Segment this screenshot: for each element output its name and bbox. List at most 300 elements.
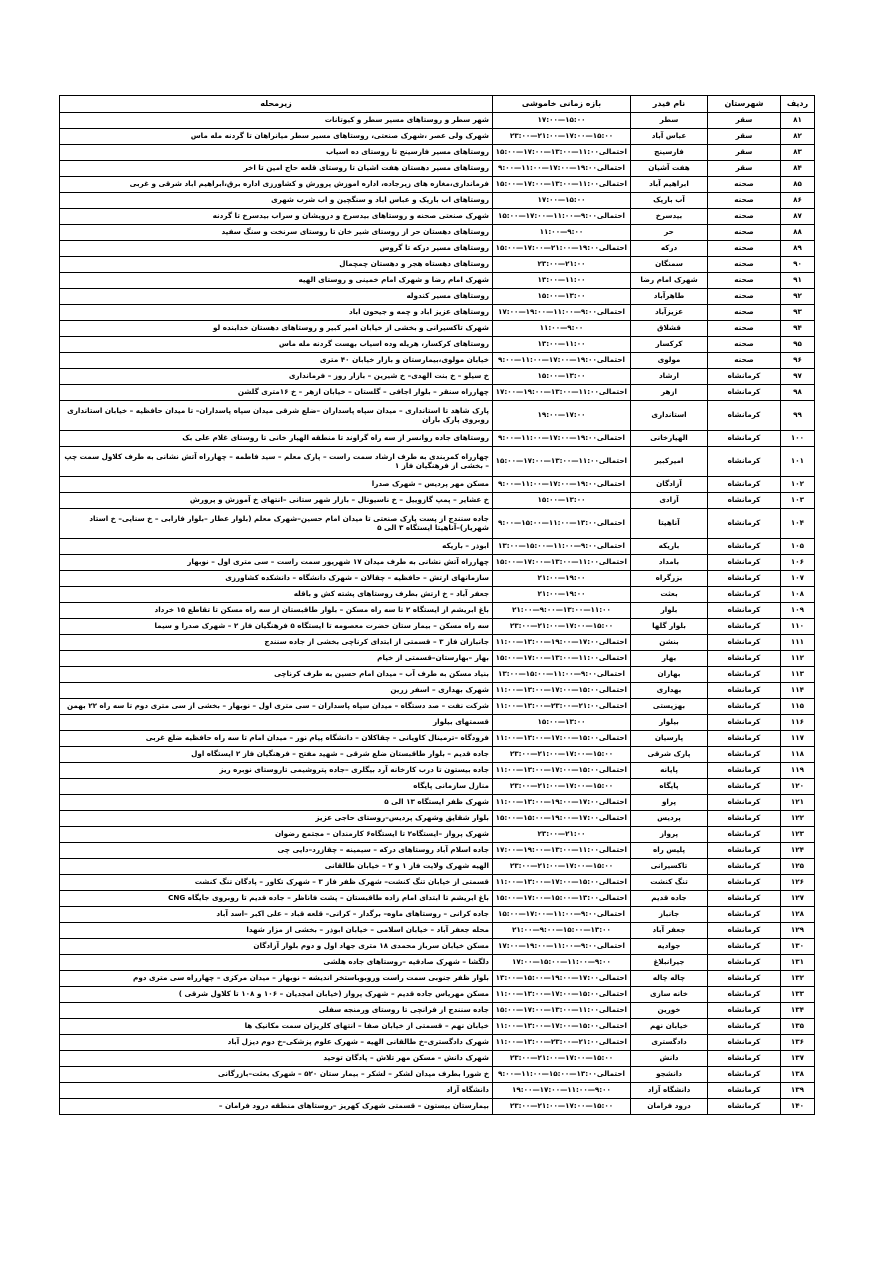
cell-row-number: ۱۳۲ <box>781 971 815 987</box>
cell-row-number: ۱۲۹ <box>781 923 815 939</box>
cell-row-number: ۹۱ <box>781 273 815 289</box>
cell-area: مسکن مهر پردیس – شهرک صدرا <box>60 477 493 493</box>
cell-feeder: شهرک امام رضا <box>631 273 708 289</box>
cell-city: کرمانشاه <box>708 1003 781 1019</box>
cell-time: احتمالی۹:۰۰—۱۱:۰۰—۱۷:۰۰—۱۵:۰۰ <box>493 209 631 225</box>
cell-area: شهرک دانش – مسکن مهر تلاش – پادگان توحید <box>60 1051 493 1067</box>
cell-feeder: طاهرآباد <box>631 289 708 305</box>
cell-area: شرکت نفت – صد دستگاه – میدان سپاه پاسداران – سی متری اول – نوبهار – بخشی از سی متری دوم تا سه راه ۲۲ بهمن <box>60 699 493 715</box>
cell-row-number: ۱۱۰ <box>781 619 815 635</box>
cell-time: احتمالی۱۳:۰۰—۱۵:۰۰—۱۱:۰۰—۹:۰۰ <box>493 1067 631 1083</box>
table-row <box>60 177 815 193</box>
cell-time: ۱۳:۰۰—۱۵:۰۰—۹:۰۰—۲۱:۰۰ <box>493 923 631 939</box>
table-row <box>60 587 815 603</box>
cell-city: کرمانشاه <box>708 827 781 843</box>
table-row <box>60 1067 815 1083</box>
cell-time: احتمالی۱۹:۰۰—۱۷:۰۰—۱۱:۰۰—۹:۰۰ <box>493 161 631 177</box>
cell-time: ۹:۰۰—۱۱:۰۰—۱۵:۰۰—۱۷:۰۰ <box>493 955 631 971</box>
cell-row-number: ۹۰ <box>781 257 815 273</box>
cell-row-number: ۸۲ <box>781 129 815 145</box>
cell-city: سقر <box>708 145 781 161</box>
cell-row-number: ۱۱۴ <box>781 683 815 699</box>
cell-area: روستاهای جاده روانسر از سه راه گراوند تا منطقه الهیار خانی تا روستای غلام علی بک <box>60 431 493 447</box>
cell-feeder: ابراهیم آباد <box>631 177 708 193</box>
cell-area: شهرک ولی عصر ،شهرک صنعتی، روستاهای مسیر سطر میانراهان تا گردنه مله ماس <box>60 129 493 145</box>
cell-time: ۱۱:۰۰—۱۳:۰۰ <box>493 337 631 353</box>
cell-feeder: بنشن <box>631 635 708 651</box>
cell-row-number: ۱۰۵ <box>781 539 815 555</box>
cell-time: احتمالی۱۱:۰۰—۱۳:۰۰—۱۷:۰۰—۱۵:۰۰ <box>493 177 631 193</box>
cell-feeder: تنگ کنشت <box>631 875 708 891</box>
cell-time: احتمالی۲۱:۰۰—۲۳:۰۰—۱۳:۰۰—۱۱:۰۰ <box>493 1035 631 1051</box>
cell-feeder: پایگاه <box>631 779 708 795</box>
table-row <box>60 113 815 129</box>
cell-row-number: ۱۰۶ <box>781 555 815 571</box>
cell-time: احتمالی۱۵:۰۰—۱۷:۰۰—۱۳:۰۰—۱۱:۰۰ <box>493 763 631 779</box>
cell-row-number: ۱۲۶ <box>781 875 815 891</box>
cell-time: احتمالی۱۷:۰۰—۱۹:۰۰—۱۳:۰۰—۱۱:۰۰ <box>493 795 631 811</box>
cell-area: پارک شاهد تا استانداری – میدان سپاه پاسداران –ضلع شرقی میدان سپاه پاسداران– تا میدان حافظیه – خیابان استانداری روبروی پارک باران <box>60 401 493 431</box>
cell-area: خ شورا بطرف میدان لشکر – لشکر – بیمار ستان ۵۲۰ – شهرک بعثت–بازرگانی <box>60 1067 493 1083</box>
cell-area: روستاهای مسیر کندوله <box>60 289 493 305</box>
cell-time: احتمالی۱۷:۰۰—۱۹:۰۰—۱۵:۰۰—۱۳:۰۰ <box>493 971 631 987</box>
cell-time: احتمالی۱۱:۰۰—۱۳:۰۰—۱۹:۰۰—۱۷:۰۰ <box>493 843 631 859</box>
cell-row-number: ۱۳۵ <box>781 1019 815 1035</box>
cell-city: صحنه <box>708 209 781 225</box>
table-row <box>60 699 815 715</box>
cell-city: صحنه <box>708 305 781 321</box>
cell-row-number: ۸۶ <box>781 193 815 209</box>
table-body <box>60 113 815 1115</box>
table-row <box>60 795 815 811</box>
cell-row-number: ۸۵ <box>781 177 815 193</box>
cell-feeder: الهیارخانی <box>631 431 708 447</box>
cell-area: قسمتهای بیلوار <box>60 715 493 731</box>
cell-city: سقر <box>708 161 781 177</box>
cell-city: صحنه <box>708 177 781 193</box>
cell-city: کرمانشاه <box>708 539 781 555</box>
cell-area: سه راه مسکن – بیمار ستان حضرت معصومه تا ایستگاه ۵ فرهنگیان فاز ۲ – شهرک صدرا و سیما <box>60 619 493 635</box>
cell-city: صحنه <box>708 193 781 209</box>
table-row <box>60 571 815 587</box>
cell-feeder: جوادیه <box>631 939 708 955</box>
cell-area: سازمانهای ارتش – حافظیه – چقالان – شهرک دانشگاه – دانشکده کشاورزی <box>60 571 493 587</box>
cell-area: خ سیلو – خ بنت الهدی– خ شیرین – بازار روز – فرمانداری <box>60 369 493 385</box>
cell-row-number: ۱۱۷ <box>781 731 815 747</box>
cell-area: شهرک دادگستری–خ طالقانی الهیه – شهرک علوم پزشکی–خ دوم دیزل آباد <box>60 1035 493 1051</box>
cell-feeder: خانه سازی <box>631 987 708 1003</box>
cell-row-number: ۸۴ <box>781 161 815 177</box>
cell-area: شهرک بهداری – اسفر زرین <box>60 683 493 699</box>
cell-city: کرمانشاه <box>708 619 781 635</box>
table-row <box>60 241 815 257</box>
outage-table <box>59 95 815 1115</box>
cell-feeder: حر <box>631 225 708 241</box>
cell-area: منازل سازمانی پایگاه <box>60 779 493 795</box>
cell-area: بلوار شقایق وشهرک پردیس–روستای حاجی عزیز <box>60 811 493 827</box>
cell-feeder: جاده قدیم <box>631 891 708 907</box>
cell-time: احتمالی۱۹:۰۰—۱۷:۰۰—۱۱:۰۰—۹:۰۰ <box>493 353 631 369</box>
cell-time: ۱۹:۰۰—۲۱:۰۰ <box>493 587 631 603</box>
cell-area: جاده قدیم – بلوار طاقبستان ضلع شرقی – شهید مفتح – فرهنگیان فاز ۲ ایستگاه اول <box>60 747 493 763</box>
table-row <box>60 257 815 273</box>
cell-time: ۱۵:۰۰—۱۷:۰۰—۲۱:۰۰—۲۳:۰۰ <box>493 779 631 795</box>
cell-city: کرمانشاه <box>708 843 781 859</box>
table-row <box>60 747 815 763</box>
cell-area: جعفر آباد – خ ارتش بطرف روستاهای پشته کش و باقله <box>60 587 493 603</box>
table-row <box>60 811 815 827</box>
cell-time: احتمالی۱۱:۰۰—۱۳:۰۰—۱۷:۰۰—۱۵:۰۰ <box>493 447 631 477</box>
cell-city: صحنه <box>708 225 781 241</box>
cell-feeder: بامداد <box>631 555 708 571</box>
table-row <box>60 209 815 225</box>
cell-city: کرمانشاه <box>708 571 781 587</box>
cell-feeder: باریکه <box>631 539 708 555</box>
cell-row-number: ۱۳۴ <box>781 1003 815 1019</box>
header-row-number: ردیف <box>781 96 815 113</box>
cell-time: احتمالی۹:۰۰—۱۱:۰۰—۱۵:۰۰—۱۳:۰۰ <box>493 539 631 555</box>
cell-area: مسکن خیابان سرباز محمدی ۱۸ متری جهاد اول و دوم بلوار آزادگان <box>60 939 493 955</box>
cell-time: احتمالی۱۳:۰۰—۱۵:۰۰—۱۷:۰۰—۱۵:۰۰ <box>493 891 631 907</box>
cell-time: ۱۵:۰۰—۱۷:۰۰ <box>493 193 631 209</box>
cell-city: صحنه <box>708 241 781 257</box>
cell-time: احتمالی۱۱:۰۰—۱۳:۰۰—۱۷:۰۰—۱۵:۰۰ <box>493 1003 631 1019</box>
table-row <box>60 667 815 683</box>
cell-city: کرمانشاه <box>708 859 781 875</box>
cell-area: ابوذر – باریکه <box>60 539 493 555</box>
cell-area: شهرک صنعتی صحنه و روستاهای بیدسرخ و درویشان و سراب بیدسرخ تا گردنه <box>60 209 493 225</box>
cell-city: کرمانشاه <box>708 875 781 891</box>
cell-area: مسکن مهریاس جاده قدیم – شهرک پرواز (خیابان امجدیان – ۱۰۶ و ۱۰۸ تا کلاول شرقی ) <box>60 987 493 1003</box>
cell-row-number: ۹۵ <box>781 337 815 353</box>
cell-time: ۱۵:۰۰—۱۷:۰۰—۲۱:۰۰—۲۳:۰۰ <box>493 619 631 635</box>
cell-city: صحنه <box>708 257 781 273</box>
cell-row-number: ۱۲۳ <box>781 827 815 843</box>
cell-feeder: جعفر آباد <box>631 923 708 939</box>
cell-city: کرمانشاه <box>708 667 781 683</box>
cell-area: دلگشا – شهرک صادقیه –روستاهای جاده هلشی <box>60 955 493 971</box>
cell-city: کرمانشاه <box>708 651 781 667</box>
table-row <box>60 987 815 1003</box>
table-row <box>60 619 815 635</box>
cell-feeder: دانشجو <box>631 1067 708 1083</box>
cell-row-number: ۸۸ <box>781 225 815 241</box>
cell-time: ۱۵:۰۰—۱۷:۰۰—۲۱:۰۰—۲۳:۰۰ <box>493 129 631 145</box>
cell-time: احتمالی۱۱:۰۰—۱۳:۰۰—۱۷:۰۰—۱۵:۰۰ <box>493 651 631 667</box>
cell-area: روستاهای کرکسار، هریله وده اسیاب بهست گردنه مله ماس <box>60 337 493 353</box>
cell-row-number: ۱۲۰ <box>781 779 815 795</box>
cell-feeder: استانداری <box>631 401 708 431</box>
cell-feeder: چاله چاله <box>631 971 708 987</box>
cell-row-number: ۸۱ <box>781 113 815 129</box>
cell-city: کرمانشاه <box>708 779 781 795</box>
cell-city: کرمانشاه <box>708 555 781 571</box>
cell-feeder: پارسیان <box>631 731 708 747</box>
cell-row-number: ۱۰۳ <box>781 493 815 509</box>
table-row <box>60 193 815 209</box>
table-row <box>60 875 815 891</box>
cell-time: ۱۱:۰۰—۱۳:۰۰—۹:۰۰—۲۱:۰۰ <box>493 603 631 619</box>
cell-city: صحنه <box>708 337 781 353</box>
cell-feeder: عباس آباد <box>631 129 708 145</box>
cell-row-number: ۹۲ <box>781 289 815 305</box>
cell-row-number: ۱۲۷ <box>781 891 815 907</box>
cell-area: الهیه شهرک ولایت فاز ۱ و ۲ – خیابان طالقانی <box>60 859 493 875</box>
cell-time: ۹:۰۰—۱۱:۰۰ <box>493 321 631 337</box>
cell-city: کرمانشاه <box>708 971 781 987</box>
cell-city: کرمانشاه <box>708 1067 781 1083</box>
cell-row-number: ۱۲۱ <box>781 795 815 811</box>
cell-feeder: آزادی <box>631 493 708 509</box>
cell-time: احتمالی۹:۰۰—۱۱:۰۰—۱۷:۰۰—۱۵:۰۰ <box>493 907 631 923</box>
cell-row-number: ۱۳۷ <box>781 1051 815 1067</box>
cell-city: کرمانشاه <box>708 509 781 539</box>
cell-row-number: ۱۳۱ <box>781 955 815 971</box>
cell-row-number: ۸۹ <box>781 241 815 257</box>
table-row <box>60 827 815 843</box>
cell-row-number: ۱۱۵ <box>781 699 815 715</box>
cell-area: جاده کرانی – روستاهای ماوه– برگدار – کرانی– قلعه قباد – علی اکبر –اسد آباد <box>60 907 493 923</box>
cell-feeder: تاکسیرانی <box>631 859 708 875</box>
cell-row-number: ۱۲۴ <box>781 843 815 859</box>
cell-city: کرمانشاه <box>708 763 781 779</box>
cell-city: صحنه <box>708 353 781 369</box>
cell-time: احتمالی۱۹:۰۰—۲۱:۰۰—۱۷:۰۰—۱۵:۰۰ <box>493 241 631 257</box>
cell-area: جاده بیستون تا درب کارخانه آرد بیگلری –جاده پتروشیمی تاروستای نوبره ریز <box>60 763 493 779</box>
cell-row-number: ۹۷ <box>781 369 815 385</box>
cell-area: بلوار ظفر جنوبی سمت راست وروبوباستخر اندیشه – نوبهار – میدان مرکزی – چهارراه سی متری دوم <box>60 971 493 987</box>
cell-city: کرمانشاه <box>708 955 781 971</box>
cell-row-number: ۱۱۱ <box>781 635 815 651</box>
cell-feeder: خورین <box>631 1003 708 1019</box>
cell-row-number: ۱۳۸ <box>781 1067 815 1083</box>
cell-row-number: ۱۰۴ <box>781 509 815 539</box>
table-row <box>60 1019 815 1035</box>
cell-time: احتمالی۱۱:۰۰—۱۳:۰۰—۱۹:۰۰—۱۷:۰۰ <box>493 385 631 401</box>
cell-row-number: ۹۳ <box>781 305 815 321</box>
cell-area: شهر سطر و روستاهای مسیر سطر و کیوتانات <box>60 113 493 129</box>
cell-feeder: خیابان نهم <box>631 1019 708 1035</box>
cell-feeder: بلوار گلها <box>631 619 708 635</box>
table-row <box>60 971 815 987</box>
cell-feeder: پراو <box>631 795 708 811</box>
cell-feeder: ارشاد <box>631 369 708 385</box>
cell-area: روستاهای مسیر فارسینج تا روستای ده اسیاب <box>60 145 493 161</box>
cell-area: روستاهای دهستاه هجر و دهستان چمچمال <box>60 257 493 273</box>
cell-feeder: سمنگان <box>631 257 708 273</box>
cell-area: بیمارستان بیستون – قسمتی شهرک کهریز –روستاهای منطقه درود فرامان – <box>60 1099 493 1115</box>
cell-area: خیابان مولوی،بیمارستان و بازار خیابان ۴۰ متری <box>60 353 493 369</box>
cell-time: احتمالی۱۷:۰۰—۱۹:۰۰—۱۳:۰۰—۱۱:۰۰ <box>493 635 631 651</box>
cell-row-number: ۱۱۲ <box>781 651 815 667</box>
cell-row-number: ۱۰۲ <box>781 477 815 493</box>
cell-time: احتمالی۱۵:۰۰—۱۷:۰۰—۱۳:۰۰—۱۱:۰۰ <box>493 1019 631 1035</box>
cell-time: احتمالی۱۵:۰۰—۱۷:۰۰—۱۳:۰۰—۱۱:۰۰ <box>493 987 631 1003</box>
cell-city: کرمانشاه <box>708 699 781 715</box>
header-area: زیرمحله <box>60 96 493 113</box>
cell-city: کرمانشاه <box>708 1083 781 1099</box>
table-row <box>60 683 815 699</box>
cell-time: احتمالی۲۱:۰۰—۲۳:۰۰—۱۳:۰۰—۱۱:۰۰ <box>493 699 631 715</box>
cell-city: کرمانشاه <box>708 635 781 651</box>
table-row <box>60 477 815 493</box>
cell-time: احتمالی۱۹:۰۰—۱۷:۰۰—۱۱:۰۰—۹:۰۰ <box>493 477 631 493</box>
cell-row-number: ۱۳۰ <box>781 939 815 955</box>
cell-area: باغ ابریشم تا ابتدای امام زاده طاقبستان – پشت فاناظر – جاده قدیم تا روبروی جایگاه CNG <box>60 891 493 907</box>
cell-time: ۱۷:۰۰—۱۹:۰۰ <box>493 401 631 431</box>
table-row <box>60 385 815 401</box>
cell-time: ۱۹:۰۰—۲۱:۰۰ <box>493 571 631 587</box>
cell-feeder: آناهیتا <box>631 509 708 539</box>
table-row <box>60 907 815 923</box>
cell-time: ۱۵:۰۰—۱۷:۰۰—۲۱:۰۰—۲۳:۰۰ <box>493 747 631 763</box>
cell-row-number: ۱۰۱ <box>781 447 815 477</box>
table-row <box>60 337 815 353</box>
cell-row-number: ۱۱۹ <box>781 763 815 779</box>
cell-feeder: بعثت <box>631 587 708 603</box>
table-header-row <box>60 96 815 113</box>
cell-time: ۱۵:۰۰—۱۷:۰۰ <box>493 113 631 129</box>
cell-area: بنیاد مسکن به طرف آب – میدان امام حسین به طرف کرناچی <box>60 667 493 683</box>
cell-time: ۱۵:۰۰—۱۷:۰۰—۲۱:۰۰—۲۳:۰۰ <box>493 859 631 875</box>
cell-city: کرمانشاه <box>708 795 781 811</box>
cell-feeder: فارسینج <box>631 145 708 161</box>
cell-city: سقر <box>708 129 781 145</box>
cell-time: ۲۱:۰۰—۲۳:۰۰ <box>493 827 631 843</box>
cell-row-number: ۱۱۸ <box>781 747 815 763</box>
cell-feeder: هفت آشیان <box>631 161 708 177</box>
table-row <box>60 955 815 971</box>
cell-feeder: درکه <box>631 241 708 257</box>
cell-time: احتمالی۹:۰۰—۱۱:۰۰—۱۹:۰۰—۱۷:۰۰ <box>493 305 631 321</box>
cell-area: قسمتی از خیابان تنگ کنشت– شهرک ظفر فاز ۳ – شهرک تکاور – پادگان تنگ کنشت <box>60 875 493 891</box>
table-row <box>60 431 815 447</box>
header-time: بازه زمانی خاموشی <box>493 96 631 113</box>
cell-area: فرودگاه –ترمینال کاویانی – چقاکلان – دانشگاه پیام نور – میدان امام تا سه راه حافظیه ضلع غربی <box>60 731 493 747</box>
cell-time: احتمالی۱۱:۰۰—۱۳:۰۰—۱۷:۰۰—۱۵:۰۰ <box>493 145 631 161</box>
table-row <box>60 273 815 289</box>
cell-row-number: ۹۴ <box>781 321 815 337</box>
cell-time: ۱۳:۰۰—۱۵:۰۰ <box>493 369 631 385</box>
header-feeder: نام فیدر <box>631 96 708 113</box>
cell-area: دانشگاه آزاد <box>60 1083 493 1099</box>
cell-feeder: بزرگراه <box>631 571 708 587</box>
cell-area: شهرک امام رضا و شهرک امام خمینی و روستای الهیه <box>60 273 493 289</box>
cell-city: کرمانشاه <box>708 747 781 763</box>
table-row <box>60 859 815 875</box>
cell-city: صحنه <box>708 321 781 337</box>
cell-city: کرمانشاه <box>708 587 781 603</box>
cell-time: ۱۱:۰۰—۱۳:۰۰ <box>493 273 631 289</box>
cell-time: ۹:۰۰—۱۱:۰۰ <box>493 225 631 241</box>
table-row <box>60 603 815 619</box>
cell-row-number: ۹۶ <box>781 353 815 369</box>
cell-time: ۱۵:۰۰—۱۷:۰۰—۲۱:۰۰—۲۳:۰۰ <box>493 1099 631 1115</box>
cell-area: روستاهای مسیر دهستان هفت اشیان تا روستای قلعه حاج امین تا اخر <box>60 161 493 177</box>
table-row <box>60 321 815 337</box>
cell-area: روستاهای مسیر درکه تا گروس <box>60 241 493 257</box>
cell-row-number: ۱۳۹ <box>781 1083 815 1099</box>
cell-row-number: ۱۰۰ <box>781 431 815 447</box>
cell-row-number: ۹۸ <box>781 385 815 401</box>
cell-area: شهرک تاکسیرانی و بخشی از خیابان امیر کبیر و روستاهای دهستان خدابنده لو <box>60 321 493 337</box>
cell-city: کرمانشاه <box>708 1099 781 1115</box>
cell-area: جاده اسلام آباد روستاهای درکه – سیمینه – چقازرد–دایی چی <box>60 843 493 859</box>
cell-time: احتمالی۹:۰۰—۱۱:۰۰—۱۹:۰۰—۱۷:۰۰ <box>493 939 631 955</box>
cell-city: کرمانشاه <box>708 447 781 477</box>
cell-city: کرمانشاه <box>708 1051 781 1067</box>
table-row <box>60 555 815 571</box>
table-row <box>60 1051 815 1067</box>
cell-city: کرمانشاه <box>708 385 781 401</box>
cell-city: کرمانشاه <box>708 603 781 619</box>
cell-city: کرمانشاه <box>708 811 781 827</box>
cell-city: کرمانشاه <box>708 1019 781 1035</box>
cell-area: روستاهای اب باریک و عباس اباد و سنگچین و اب شرب شهری <box>60 193 493 209</box>
table-row <box>60 891 815 907</box>
table-row <box>60 1083 815 1099</box>
table-row <box>60 129 815 145</box>
cell-feeder: بهاران <box>631 667 708 683</box>
cell-feeder: آب باریک <box>631 193 708 209</box>
cell-feeder: آزادگان <box>631 477 708 493</box>
table-row <box>60 1003 815 1019</box>
cell-city: کرمانشاه <box>708 923 781 939</box>
cell-feeder: دانش <box>631 1051 708 1067</box>
cell-time: ۲۱:۰۰—۲۳:۰۰ <box>493 257 631 273</box>
cell-feeder: مولوی <box>631 353 708 369</box>
table-row <box>60 1035 815 1051</box>
cell-area: خ عشایر – پمپ گازوییل – خ ناسیونال – بازار شهر ستانی –انتهای خ آموزش و پرورش <box>60 493 493 509</box>
cell-area: جانبازان فاز ۳ – قسمتی از ابتدای کرناچی بخشی از جاده سنندج <box>60 635 493 651</box>
cell-time: احتمالی۹:۰۰—۱۱:۰۰—۱۵:۰۰—۱۳:۰۰ <box>493 667 631 683</box>
table-row <box>60 493 815 509</box>
cell-feeder: درود فرامان <box>631 1099 708 1115</box>
cell-time: احتمالی۱۵:۰۰—۱۷:۰۰—۱۳:۰۰—۱۱:۰۰ <box>493 731 631 747</box>
cell-row-number: ۱۰۸ <box>781 587 815 603</box>
cell-feeder: پایانه <box>631 763 708 779</box>
cell-time: ۱۳:۰۰—۱۵:۰۰ <box>493 493 631 509</box>
cell-feeder: پرواز <box>631 827 708 843</box>
cell-city: کرمانشاه <box>708 369 781 385</box>
cell-feeder: پلیس راه <box>631 843 708 859</box>
cell-time: ۱۵:۰۰—۱۷:۰۰—۲۱:۰۰—۲۳:۰۰ <box>493 1051 631 1067</box>
cell-area: چهارراه کمربندی به طرف ارشاد سمت راست – پارک معلم – سید فاطمه – چهارراه آتش نشانی به طرف کلاول سمت چپ – بخشی از فرهنگیان فاز ۱ <box>60 447 493 477</box>
cell-city: سقر <box>708 113 781 129</box>
cell-area: محله جعفر آباد – خیابان اسلامی – خیابان ابوذر – بخشی از مزار شهدا <box>60 923 493 939</box>
cell-area: چهارراه آتش نشانی به طرف میدان ۱۷ شهریور سمت راست – سی متری اول – نوبهار <box>60 555 493 571</box>
cell-city: کرمانشاه <box>708 891 781 907</box>
cell-feeder: بیدسرخ <box>631 209 708 225</box>
cell-area: جاده سنندج از فرانچی تا روستای ورمنجه سفلی <box>60 1003 493 1019</box>
cell-feeder: جیرانبلاغ <box>631 955 708 971</box>
table-row <box>60 763 815 779</box>
outage-schedule-sheet <box>59 95 814 1115</box>
table-row <box>60 509 815 539</box>
cell-time: احتمالی۱۷:۰۰—۱۹:۰۰—۱۵:۰۰—۱۵:۰۰ <box>493 811 631 827</box>
cell-feeder: کرکسار <box>631 337 708 353</box>
cell-row-number: ۸۳ <box>781 145 815 161</box>
cell-row-number: ۹۹ <box>781 401 815 431</box>
cell-area: روستاهای دهستان حر از روستای شیر خان تا روستای سرنخت و سنگ سفید <box>60 225 493 241</box>
cell-city: کرمانشاه <box>708 987 781 1003</box>
cell-city: کرمانشاه <box>708 683 781 699</box>
cell-city: کرمانشاه <box>708 493 781 509</box>
table-row <box>60 715 815 731</box>
cell-feeder: عزیزآباد <box>631 305 708 321</box>
table-row <box>60 353 815 369</box>
table-row <box>60 305 815 321</box>
